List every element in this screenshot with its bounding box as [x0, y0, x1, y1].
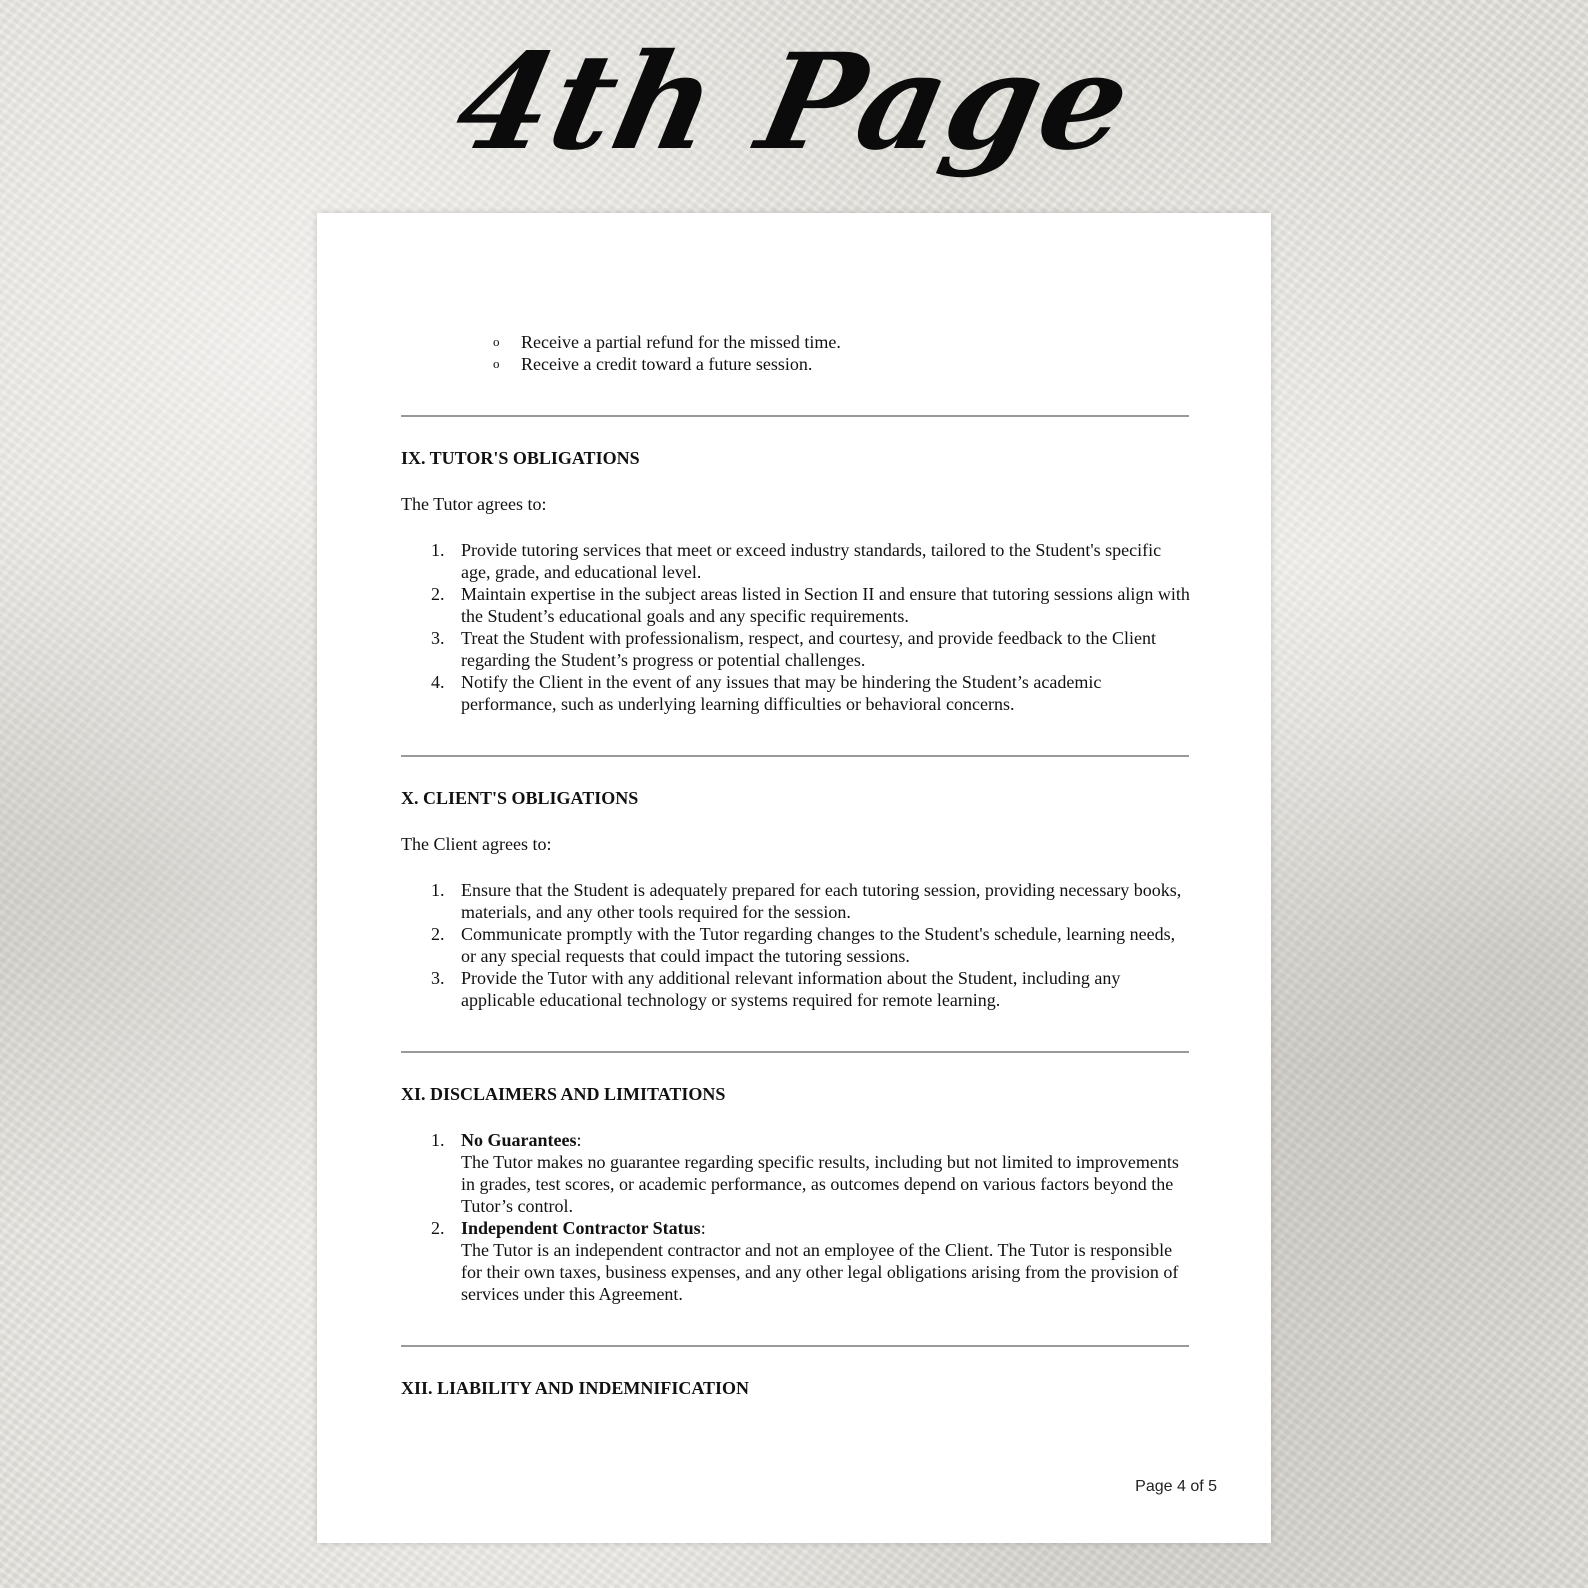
list-item-text: Provide tutoring services that meet or exceed industry standards, tailored to the Student's specific age, grade, and educational level. — [461, 540, 1162, 582]
section-intro: The Client agrees to: — [401, 834, 552, 854]
list-item-text: Notify the Client in the event of any issues that may be hindering the Student’s academic performance, such as underlying learning difficulties or behavioral concerns. — [461, 672, 1102, 714]
section-intro: The Tutor agrees to: — [401, 494, 547, 514]
section-divider — [401, 415, 1189, 417]
disclaimers-list — [401, 1129, 1191, 1305]
list-number: 1. — [431, 880, 445, 900]
list-item — [401, 1129, 1191, 1217]
list-item-title: No Guarantees — [461, 1130, 577, 1150]
list-item — [401, 967, 1191, 1011]
sub-list-item-text: Receive a credit toward a future session. — [521, 354, 813, 374]
continued-sub-list — [493, 331, 1191, 375]
list-number: 1. — [431, 540, 445, 560]
list-number: 2. — [431, 924, 445, 944]
section-heading-client-obligations: X. CLIENT'S OBLIGATIONS — [401, 788, 639, 808]
list-item-title-suffix: : — [700, 1218, 706, 1238]
list-number: 2. — [431, 584, 445, 604]
list-number: 4. — [431, 672, 445, 692]
list-item-text: The Tutor is an independent contractor and not an employee of the Client. The Tutor is responsible for their own taxes, business expenses, and any other legal obligations arising from the provision of services under this Agreement. — [461, 1240, 1179, 1304]
list-number: 3. — [431, 628, 445, 648]
list-item-title: Independent Contractor Status — [461, 1218, 701, 1238]
section-divider — [401, 1345, 1189, 1347]
list-number: 1. — [431, 1130, 445, 1150]
client-obligations-list — [401, 879, 1191, 1011]
list-item — [401, 671, 1191, 715]
list-item-title-suffix: : — [576, 1130, 582, 1150]
tutor-obligations-list — [401, 539, 1191, 715]
list-item-text: Treat the Student with professionalism, respect, and courtesy, and provide feedback to the Client regarding the Student’s progress or potential challenges. — [461, 628, 1156, 670]
list-item — [401, 1217, 1191, 1305]
list-item — [401, 583, 1191, 627]
list-number: 2. — [431, 1218, 445, 1238]
circle-bullet-icon: o — [493, 334, 500, 349]
list-number: 3. — [431, 968, 445, 988]
circle-bullet-icon: o — [493, 356, 500, 371]
list-item — [401, 879, 1191, 923]
section-heading-liability: XII. LIABILITY AND INDEMNIFICATION — [401, 1378, 750, 1398]
document-page — [317, 213, 1271, 1543]
list-item-text: The Tutor makes no guarantee regarding specific results, including but not limited to improvements in grades, test scores, or academic performance, as outcomes depend on various factors beyond the Tutor’s control. — [461, 1152, 1179, 1216]
list-item-text: Communicate promptly with the Tutor regarding changes to the Student's schedule, learning needs, or any special requests that could impact the tutoring sessions. — [461, 924, 1176, 966]
list-item-text: Ensure that the Student is adequately prepared for each tutoring session, providing necessary books, materials, and any other tools required for the session. — [461, 880, 1182, 922]
section-heading-disclaimers: XI. DISCLAIMERS AND LIMITATIONS — [401, 1084, 726, 1104]
banner-title: 4th Page — [443, 25, 1145, 180]
list-item — [401, 539, 1191, 583]
list-item-text: Provide the Tutor with any additional relevant information about the Student, including any applicable educational technology or systems required for remote learning. — [461, 968, 1121, 1010]
sub-list-item — [493, 331, 1191, 353]
sub-list-item-text: Receive a partial refund for the missed time. — [521, 332, 841, 352]
list-item — [401, 627, 1191, 671]
section-divider — [401, 755, 1189, 757]
document-content — [401, 331, 1191, 1399]
sub-list-item — [493, 353, 1191, 375]
section-divider — [401, 1051, 1189, 1053]
list-item-text: Maintain expertise in the subject areas listed in Section II and ensure that tutoring sessions align with the Student’s educational goals and any specific requirements. — [461, 584, 1190, 626]
page-number: Page 4 of 5 — [1135, 1478, 1217, 1495]
section-heading-tutor-obligations: IX. TUTOR'S OBLIGATIONS — [401, 448, 640, 468]
list-item — [401, 923, 1191, 967]
